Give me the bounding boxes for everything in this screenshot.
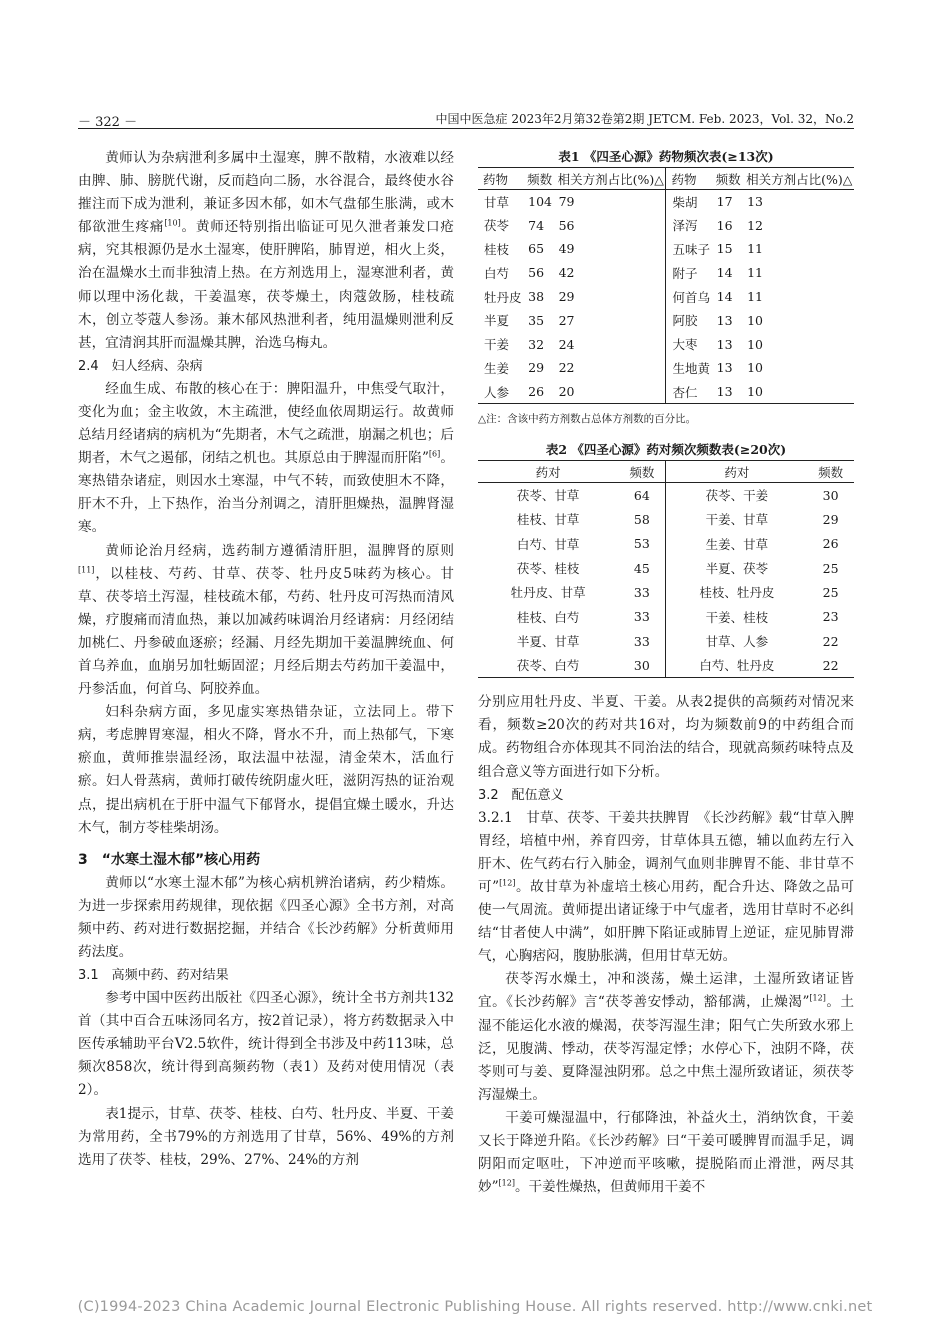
table-cell: 五味子 bbox=[666, 237, 711, 261]
table-cell: 阿胶 bbox=[666, 308, 711, 332]
table-cell: 26 bbox=[528, 384, 545, 400]
table-cell: 生姜 bbox=[484, 360, 510, 376]
table-row bbox=[478, 308, 854, 332]
paragraph-diarrhea: 黄师认为杂病泄利多属中土湿寒，脾不散精，水液难以经由脾、肺、膀胱代谢，反而趋向二肠，水谷混合，最终使水谷摧注而下成为泄利，兼证多因木郁，如木气盘郁生胀满，或木郁欲泄生疼痛[10]。黄师还特别指出临证可见久泄者兼发口疮病，究其根源仍是水土湿寒，使肝脾陷，肺胃逆，相火上炎，治在温燥水土而非独清上热。在方剂选用上，湿寒泄利者，黄师以理中汤化裁，干姜温寒，茯苓燥土，肉蔻敛肠，桂枝疏木，创立苓蔻人参汤。兼木郁风热泄利者，纯用温燥则泄利反甚，宜清润其肝而温燥其脾，治选乌梅丸。 bbox=[78, 150, 455, 351]
table-cell: 茯苓、桂枝 bbox=[516, 561, 580, 577]
paragraph-fuling: 茯苓泻水燥土，冲和淡荡，燥土运津，土湿所致诸证皆宜。《长沙药解》言“茯苓善安悸动，豁郁满，止燥渴”[12]。土湿不能运化水液的燥渴，茯苓泻湿生津；阳气亡失所致水邪上泛，见腹满、悸动，茯苓泻湿定悸；水停心下，浊阴不降，茯苓则可与姜、夏降湿浊阴邪。总之中焦土湿所致诸证，须茯苓泻湿燥土。 bbox=[478, 971, 855, 1103]
table1-herb-frequency bbox=[478, 167, 854, 404]
paragraph-ganjiang: 干姜可燥湿温中，行郁降浊，补益火土，消纳饮食，干姜又长于降逆升陷。《长沙药解》曰“干姜可暖脾胃而温手足，调阴阳而定呕吐，下冲逆而平咳嗽，提脱陷而止滑泄，两尽其妙”[12]。干姜性燥热，但黄师用干姜不 bbox=[478, 1109, 854, 1196]
table-cell: 25 bbox=[822, 584, 839, 600]
column-header: 频数 bbox=[711, 168, 741, 190]
table-cell: 45 bbox=[633, 560, 650, 576]
section-3-2-heading: 3.2 配伍意义 bbox=[478, 787, 564, 803]
column-header: 频数 bbox=[807, 461, 854, 483]
table-cell: 10 bbox=[747, 360, 763, 376]
table-cell: 11 bbox=[747, 289, 763, 305]
paragraph-data-source: 参考中国中医药出版社《四圣心源》，统计全书方剂共132首（其中百合五味汤同名方，按2首记录），将方药数据录入中医传承辅助平台V2.5软件，统计得到全书涉及中药113味，总频次858次，统计得到高频药物（表1）及药对使用情况（表2）。 bbox=[78, 990, 454, 1099]
citation: [12] bbox=[499, 878, 516, 888]
table-cell: 茯苓、白芍 bbox=[516, 658, 580, 674]
table-cell: 半夏、茯苓 bbox=[666, 556, 807, 580]
table-row bbox=[478, 580, 854, 604]
citation: [12] bbox=[809, 993, 826, 1003]
column-header: 药物 bbox=[666, 168, 711, 190]
table-cell: 干姜、桂枝 bbox=[666, 605, 807, 629]
table-cell: 56 bbox=[528, 265, 545, 281]
table-cell: 附子 bbox=[666, 261, 711, 285]
table-header-row bbox=[478, 168, 854, 190]
table-cell: 30 bbox=[633, 657, 650, 673]
table-row bbox=[478, 380, 854, 404]
table-cell: 33 bbox=[633, 633, 650, 649]
table-cell: 74 bbox=[528, 217, 545, 233]
table-cell: 茯苓、甘草 bbox=[516, 488, 580, 504]
citation: [11] bbox=[78, 565, 95, 575]
table-cell: 大枣 bbox=[666, 332, 711, 356]
table-cell: 27 bbox=[558, 312, 575, 328]
table-cell: 22 bbox=[822, 657, 839, 673]
table2-caption: 表2 《四圣心源》药对频次频数表(≥20次) bbox=[545, 442, 787, 458]
table-cell: 32 bbox=[528, 336, 545, 352]
section-2-4-heading: 2.4 妇人经病、杂病 bbox=[78, 358, 203, 374]
table-cell: 白芍 bbox=[484, 265, 510, 281]
column-header: 药物 bbox=[478, 168, 522, 190]
table-cell: 茯苓、干姜 bbox=[666, 483, 807, 507]
table-cell: 13 bbox=[716, 384, 733, 400]
table-cell: 桂枝、白芍 bbox=[516, 609, 580, 625]
running-header bbox=[78, 107, 854, 129]
table-row bbox=[478, 629, 854, 653]
table-cell: 42 bbox=[558, 265, 575, 281]
table-cell: 桂枝、牡丹皮 bbox=[666, 580, 807, 604]
table-cell: 56 bbox=[558, 217, 575, 233]
table-row bbox=[478, 483, 854, 507]
table-cell: 14 bbox=[716, 265, 733, 281]
table-cell: 何首乌 bbox=[666, 285, 711, 309]
table-row bbox=[478, 605, 854, 629]
table-row bbox=[478, 653, 854, 677]
table-cell: 23 bbox=[822, 609, 839, 625]
table-cell: 33 bbox=[633, 609, 650, 625]
table-cell: 53 bbox=[633, 536, 650, 552]
table-cell: 65 bbox=[528, 241, 545, 257]
paragraph-section-3-intro: 黄师以“水寒土湿木郁”为核心病机辨治诸病，药少精炼。为进一步探索用药规律，现依据《四圣心源》全书方剂，对高频中药、药对进行数据挖掘，并结合《长沙药解》分析黄师用药法度。 bbox=[78, 874, 454, 960]
table-cell: 104 bbox=[528, 194, 552, 210]
table-cell: 79 bbox=[558, 194, 575, 210]
table-cell: 49 bbox=[558, 241, 575, 257]
table-cell: 茯苓 bbox=[484, 218, 510, 234]
column-header: 频数 bbox=[522, 168, 552, 190]
column-header: 相关方剂占比(%)△ bbox=[741, 168, 854, 190]
table-cell: 干姜 bbox=[484, 337, 510, 353]
table-cell: 生地黄 bbox=[666, 356, 711, 380]
table-row bbox=[478, 190, 854, 214]
table-cell: 10 bbox=[747, 336, 763, 352]
table-cell: 58 bbox=[633, 511, 650, 527]
column-header: 药对 bbox=[478, 461, 618, 483]
table-cell: 25 bbox=[822, 560, 839, 576]
table-cell: 11 bbox=[747, 241, 763, 257]
table-cell: 22 bbox=[822, 633, 839, 649]
table-cell: 22 bbox=[558, 360, 575, 376]
left-column bbox=[78, 147, 454, 1172]
table-cell: 半夏 bbox=[484, 313, 510, 329]
table-cell: 干姜、甘草 bbox=[666, 507, 807, 531]
table-cell: 杏仁 bbox=[666, 380, 711, 404]
citation: [12] bbox=[498, 1178, 515, 1188]
table-cell: 桂枝 bbox=[484, 241, 510, 257]
table-header-row bbox=[478, 461, 854, 483]
table-cell: 17 bbox=[716, 194, 733, 210]
table-cell: 11 bbox=[747, 265, 763, 281]
table-cell: 13 bbox=[716, 312, 733, 328]
table-row bbox=[478, 531, 854, 555]
table-cell: 14 bbox=[716, 289, 733, 305]
citation: [6] bbox=[428, 449, 441, 459]
table-cell: 35 bbox=[528, 312, 545, 328]
table-cell: 甘草、人参 bbox=[666, 629, 807, 653]
table-cell: 24 bbox=[558, 336, 575, 352]
right-column bbox=[478, 147, 854, 1199]
table-row bbox=[478, 507, 854, 531]
section-3-heading: 3 “水寒土湿木郁”核心用药 bbox=[78, 851, 261, 868]
table1-note: △注：含该中药方剂数占总体方剂数的百分比。 bbox=[478, 413, 697, 426]
column-header: 药对 bbox=[666, 461, 807, 483]
table-row bbox=[478, 237, 854, 261]
table-row bbox=[478, 332, 854, 356]
table-cell: 29 bbox=[558, 289, 575, 305]
table-row bbox=[478, 356, 854, 380]
table-cell: 13 bbox=[716, 336, 733, 352]
table-cell: 38 bbox=[528, 289, 545, 305]
column-header: 频数 bbox=[618, 461, 666, 483]
paragraph-gancao: 3.2.1 甘草、茯苓、干姜共扶脾胃 《长沙药解》载“甘草入脾胃经，培植中州，养育四旁，甘草体具五德，辅以血药左行入肝木、佐气药右行入肺金，调剂气血则非脾胃不能、非甘草不可”[12]。故甘草为补虚培土核心用药，配合升达、降敛之品可使一气周流。黄师提出诸证缘于中气虚者，选用甘草时不必纠结“甘者使人中满”，如肝脾下陷证或肺胃上逆证，症见肺胃滞气，心胸痞闷，腹胁胀满，但用甘草无妨。 bbox=[478, 809, 855, 965]
table-cell: 半夏、甘草 bbox=[516, 634, 580, 650]
paragraph-misc-gynecology: 妇科杂病方面，多见虚实寒热错杂证，立法同上。带下病，考虑脾胃寒湿，相火不降，肾水不升，而上热郁气，下寒瘀血，黄师推崇温经汤，取法温中祛湿，清金荣木，活血行瘀。妇人骨蒸病，黄师打破传统阴虚火旺，滋阴泻热的证治观点，提出病机在于肝中温气下郁肾水，提倡宜燥土暖水，升达木气，制方苓桂柴胡汤。 bbox=[78, 704, 454, 836]
section-3-1-heading: 3.1 高频中药、药对结果 bbox=[78, 968, 229, 984]
table-row bbox=[478, 556, 854, 580]
table-cell: 牡丹皮 bbox=[484, 289, 522, 305]
table-cell: 10 bbox=[747, 312, 763, 328]
table-cell: 生姜、甘草 bbox=[666, 531, 807, 555]
table-row bbox=[478, 261, 854, 285]
paragraph-menstrual-mechanism: 经血生成、布散的核心在于：脾阳温升，中焦受气取汁，变化为血；金主收敛，木主疏泄，使经血依周期运行。故黄师总结月经诸病的病机为“先期者，木气之疏泄，崩漏之机也；后期者，木气之遏郁，闭结之机也。其原总由于脾湿而肝陷”[6]。寒热错杂诸症，则因水土寒湿，中气不转，而致使胆木不降，肝木不升，上下热作，治当分剂调之，清肝胆燥热，温脾肾湿寒。 bbox=[78, 380, 455, 536]
table-cell: 泽泻 bbox=[666, 213, 711, 237]
paragraph-menstrual-treatment: 黄师论治月经病，选药制方遵循清肝胆，温脾肾的原则[11]，以桂枝、芍药、甘草、茯苓、牡丹皮5味药为核心。甘草、茯苓培土泻湿，桂枝疏木郁，芍药、牡丹皮可泻热而清风燥，疗腹痛而清血热，兼以加减药味调治月经诸病：月经闭结加桃仁、丹参破血逐瘀；经漏、月经先期加干姜温脾统血、何首乌养血，血崩另加牡蛎固涩；月经后期去芍药加干姜温中，丹参活血，何首乌、阿胶养血。 bbox=[78, 542, 454, 698]
table-cell: 甘草 bbox=[484, 194, 510, 210]
table-cell: 33 bbox=[633, 584, 650, 600]
journal-info: 中国中医急症 2023年2月第32卷第2期 JETCM. Feb. 2023，Vol. 32，No.2 bbox=[435, 112, 854, 126]
table-cell: 牡丹皮、甘草 bbox=[510, 585, 586, 601]
table-cell: 26 bbox=[822, 536, 839, 552]
table-cell: 13 bbox=[747, 194, 763, 210]
citation: [10] bbox=[164, 218, 181, 228]
table-row bbox=[478, 285, 854, 309]
table-row bbox=[478, 213, 854, 237]
table1-caption: 表1 《四圣心源》药物频次表(≥13次) bbox=[558, 149, 774, 164]
table-cell: 15 bbox=[716, 241, 733, 257]
paragraph-table2-summary: 分别应用牡丹皮、半夏、干姜。从表2提供的高频药对情况来看，频数≥20次的药对共16对，均为频数前9的中药组合而成。药物组合亦体现其不同治法的结合，现就高频药味特点及组合意义等方面进行如下分析。 bbox=[478, 694, 854, 780]
table-cell: 柴胡 bbox=[666, 190, 711, 214]
table-cell: 桂枝、甘草 bbox=[516, 512, 580, 528]
table-cell: 30 bbox=[822, 487, 839, 503]
table-cell: 10 bbox=[747, 384, 763, 400]
table-cell: 13 bbox=[716, 360, 733, 376]
table2-herb-pair-frequency bbox=[478, 460, 854, 678]
table-cell: 16 bbox=[716, 217, 733, 233]
table-cell: 白芍、甘草 bbox=[516, 536, 580, 552]
paragraph-table1-summary: 表1提示，甘草、茯苓、桂枝、白芍、牡丹皮、半夏、干姜为常用药，全书79%的方剂选用了甘草，56%、49%的方剂选用了茯苓、桂枝，29%、27%、24%的方剂 bbox=[78, 1105, 454, 1168]
column-header: 相关方剂占比(%)△ bbox=[553, 168, 666, 190]
table-cell: 人参 bbox=[484, 384, 510, 400]
table-cell: 12 bbox=[747, 217, 763, 233]
table-cell: 20 bbox=[558, 384, 575, 400]
table-cell: 64 bbox=[633, 487, 650, 503]
copyright-footer: (C)1994-2023 China Academic Journal Electronic Publishing House. All rights reserved. http://www.cnki.net bbox=[77, 1299, 873, 1315]
page-number: － 322 － bbox=[78, 115, 138, 130]
table-cell: 白芍、牡丹皮 bbox=[666, 653, 807, 677]
table-cell: 29 bbox=[528, 360, 545, 376]
table-cell: 29 bbox=[822, 511, 839, 527]
